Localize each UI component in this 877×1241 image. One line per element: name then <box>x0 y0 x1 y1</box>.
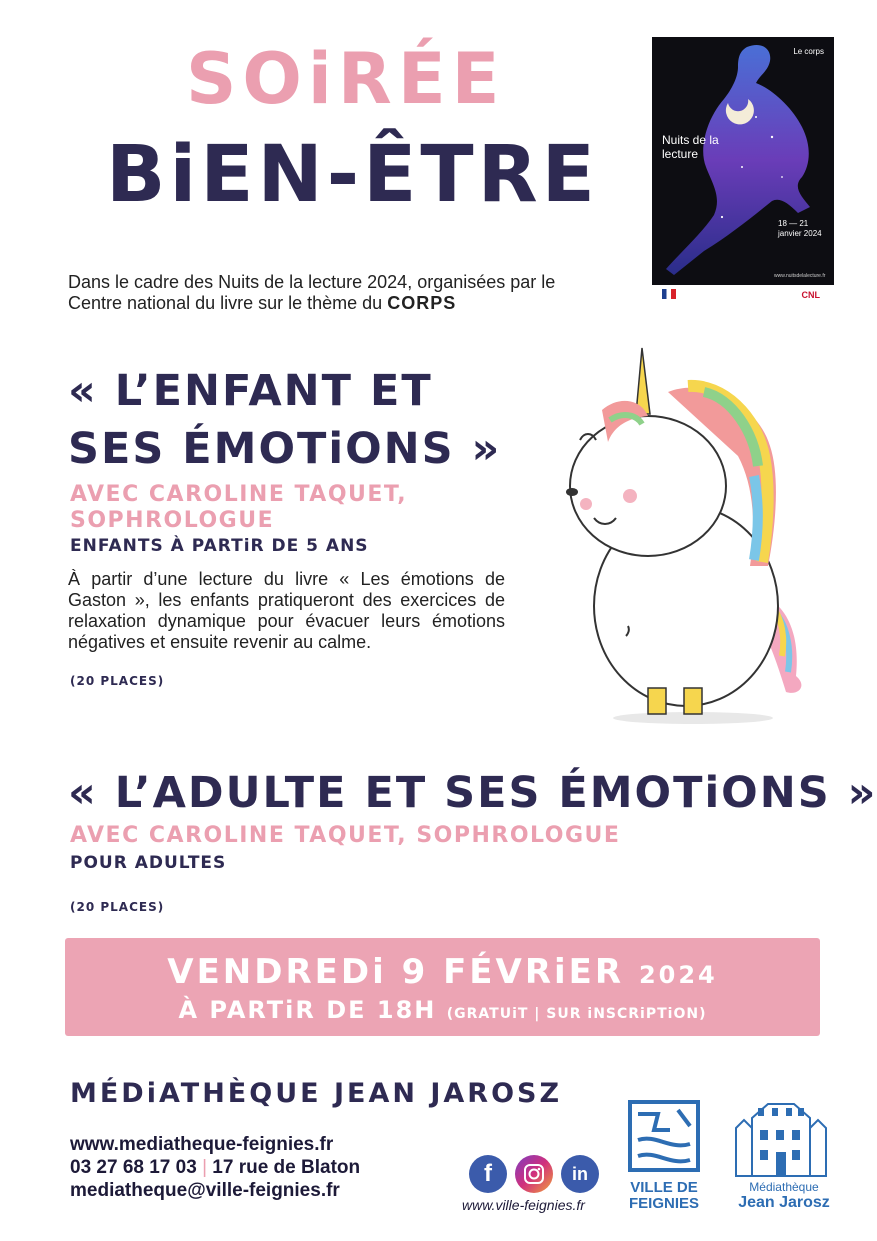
email-link[interactable]: mediatheque@ville-feignies.fr <box>70 1180 340 1201</box>
banner-time: À PARTiR DE 18H <box>178 996 437 1024</box>
poster-footer <box>652 285 834 307</box>
banner-time-line <box>65 996 820 1024</box>
mediatheque-logo <box>728 1098 834 1178</box>
poster-url: www.nuitsdelalecture.fr <box>774 273 826 279</box>
title-line-2: BiEN-ÊTRE <box>106 130 599 220</box>
date-banner <box>65 938 820 1036</box>
unicorn-illustration <box>518 336 848 756</box>
session2-audience: POUR ADULTES <box>70 853 227 873</box>
phone-address <box>70 1157 360 1179</box>
session1-places: (20 PLACES) <box>70 674 165 688</box>
mediatheque-logo-text: Médiathèque <box>749 1180 819 1194</box>
intro-main: Dans le cadre des Nuits de la lecture 2024, organisées par le Centre national du livre sur le thème du <box>68 272 556 313</box>
ville-website[interactable]: www.ville-feignies.fr <box>462 1197 585 1213</box>
linkedin-icon[interactable]: in <box>561 1155 599 1193</box>
cnl-logo: CNL <box>801 290 820 300</box>
address: 17 rue de Blaton <box>212 1157 361 1178</box>
title-line-1: SOiRÉE <box>186 38 506 120</box>
instagram-icon[interactable] <box>515 1155 553 1193</box>
venue-name: MÉDiATHÈQUE JEAN JAROSZ <box>70 1078 563 1109</box>
session2-places: (20 PLACES) <box>70 900 165 914</box>
poster-dates: 18 — 21 janvier 2024 <box>778 219 822 238</box>
website-link[interactable]: www.mediatheque-feignies.fr <box>70 1134 334 1155</box>
session2-title: « L’ADULTE ET SES ÉMOTiONS » <box>68 768 877 818</box>
phone-number[interactable]: 03 27 68 17 03 <box>70 1157 197 1178</box>
poster-art <box>652 37 834 285</box>
banner-year: 2024 <box>638 961 718 989</box>
separator: | <box>202 1157 208 1178</box>
poster-corner: Le corps <box>793 47 824 56</box>
banner-note: (GRATUiT | SUR iNSCRiPTiON) <box>446 1006 707 1022</box>
session2-speaker: AVEC CAROLINE TAQUET, SOPHROLOGUE <box>70 823 621 848</box>
poster-title: Nuits de la lecture <box>662 133 719 161</box>
session1-speaker: AVEC CAROLINE TAQUET, SOPHROLOGUE <box>70 482 408 533</box>
nuits-lecture-poster <box>652 37 834 285</box>
banner-date-line <box>65 952 820 992</box>
intro-text <box>68 272 588 314</box>
session1-description: À partir d’une lecture du livre « Les émotions de Gaston », les enfants pratiqueront des exercices de relaxation dynamique pour évacuer leurs émotions négatives et ensuite revenir au calme. <box>68 569 505 652</box>
session1-title: « L’ENFANT ET SES ÉMOTiONS » <box>68 366 502 474</box>
republique-logo <box>662 289 676 299</box>
banner-date: VENDREDi 9 FÉVRiER <box>167 952 625 992</box>
intro-theme: CORPS <box>387 293 457 313</box>
ville-logo-text: VILLE DE FEIGNIES <box>628 1179 699 1212</box>
mediatheque-logo-name: Jean Jarosz <box>738 1194 830 1211</box>
ville-feignies-logo <box>628 1100 700 1172</box>
facebook-icon[interactable]: f <box>469 1155 507 1193</box>
session1-audience: ENFANTS À PARTiR DE 5 ANS <box>70 536 369 556</box>
